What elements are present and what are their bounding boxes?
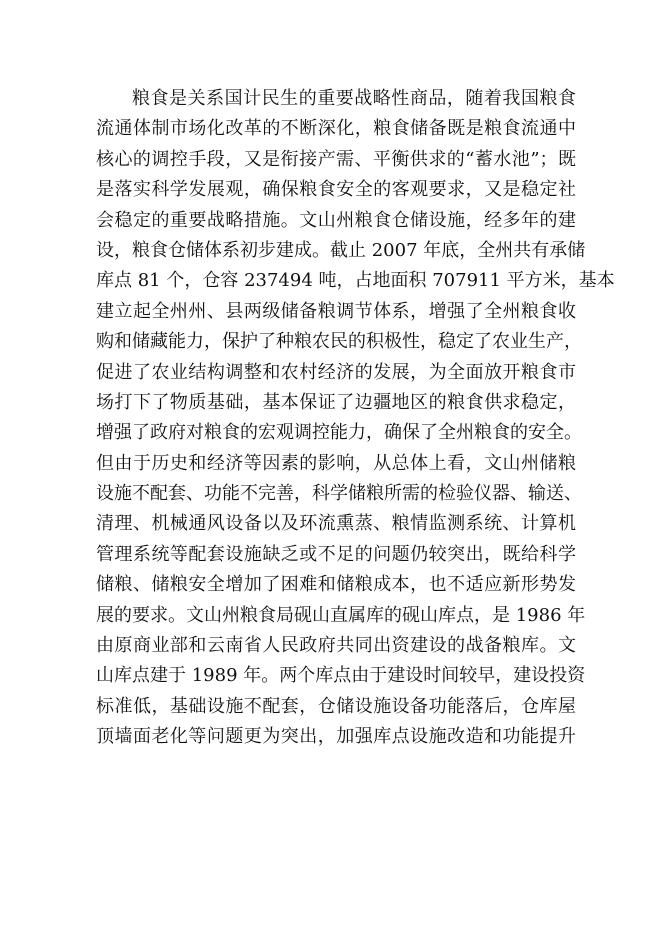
- paragraph-line: 会稳定的重要战略措施。文山州粮食仓储设施，经多年的建: [96, 209, 576, 231]
- paragraph-line: 顶墙面老化等问题更为突出，加强库点设施改造和功能提升: [96, 726, 576, 748]
- paragraph-line: 标准低，基础设施不配套，仓储设施设备功能落后，仓库屋: [96, 695, 576, 717]
- paragraph-line: 建立起全州州、县两级储备粮调节体系，增强了全州粮食收: [96, 300, 576, 322]
- paragraph-line: 储粮、储粮安全增加了困难和储粮成本，也不适应新形势发: [96, 574, 576, 596]
- paragraph-line: 清理、机械通风设备以及环流熏蒸、粮情监测系统、计算机: [96, 513, 576, 535]
- paragraph-line: 但由于历史和经济等因素的影响，从总体上看，文山州储粮: [96, 452, 576, 474]
- paragraph-line: 由原商业部和云南省人民政府共同出资建设的战备粮库。文: [96, 635, 576, 657]
- paragraph-line: 山库点建于 1989 年。两个库点由于建设时间较早，建设投资: [96, 665, 586, 687]
- paragraph-line: 流通体制市场化改革的不断深化，粮食储备既是粮食流通中: [96, 118, 576, 140]
- paragraph-line: 管理系统等配套设施缺乏或不足的问题仍较突出，既给科学: [96, 543, 576, 565]
- body-paragraph: [96, 84, 615, 753]
- paragraph-line: 展的要求。文山州粮食局砚山直属库的砚山库点，是 1986 年: [96, 604, 586, 626]
- paragraph-line: 促进了农业结构调整和农村经济的发展，为全面放开粮食市: [96, 361, 576, 383]
- paragraph-line: 设，粮食仓储体系初步建成。截止 2007 年底，全州共有承储: [96, 239, 586, 261]
- paragraph-line: 是落实科学发展观，确保粮食安全的客观要求，又是稳定社: [96, 179, 576, 201]
- paragraph-line: 库点 81 个，仓容 237494 吨，占地面积 707911 平方米，基本: [96, 270, 615, 292]
- paragraph-line: 场打下了物质基础，基本保证了边疆地区的粮食供求稳定，: [96, 391, 576, 413]
- paragraph-line: 设施不配套、功能不完善，科学储粮所需的检验仪器、输送、: [96, 483, 582, 505]
- paragraph-line: 核心的调控手段，又是衔接产需、平衡供求的“蓄水池”；既: [96, 148, 576, 170]
- paragraph-line: 增强了政府对粮食的宏观调控能力，确保了全州粮食的安全。: [96, 422, 582, 444]
- paragraph-line: 购和储藏能力，保护了种粮农民的积极性，稳定了农业生产，: [96, 331, 582, 353]
- paragraph-line: 粮食是关系国计民生的重要战略性商品，随着我国粮食: [132, 88, 576, 109]
